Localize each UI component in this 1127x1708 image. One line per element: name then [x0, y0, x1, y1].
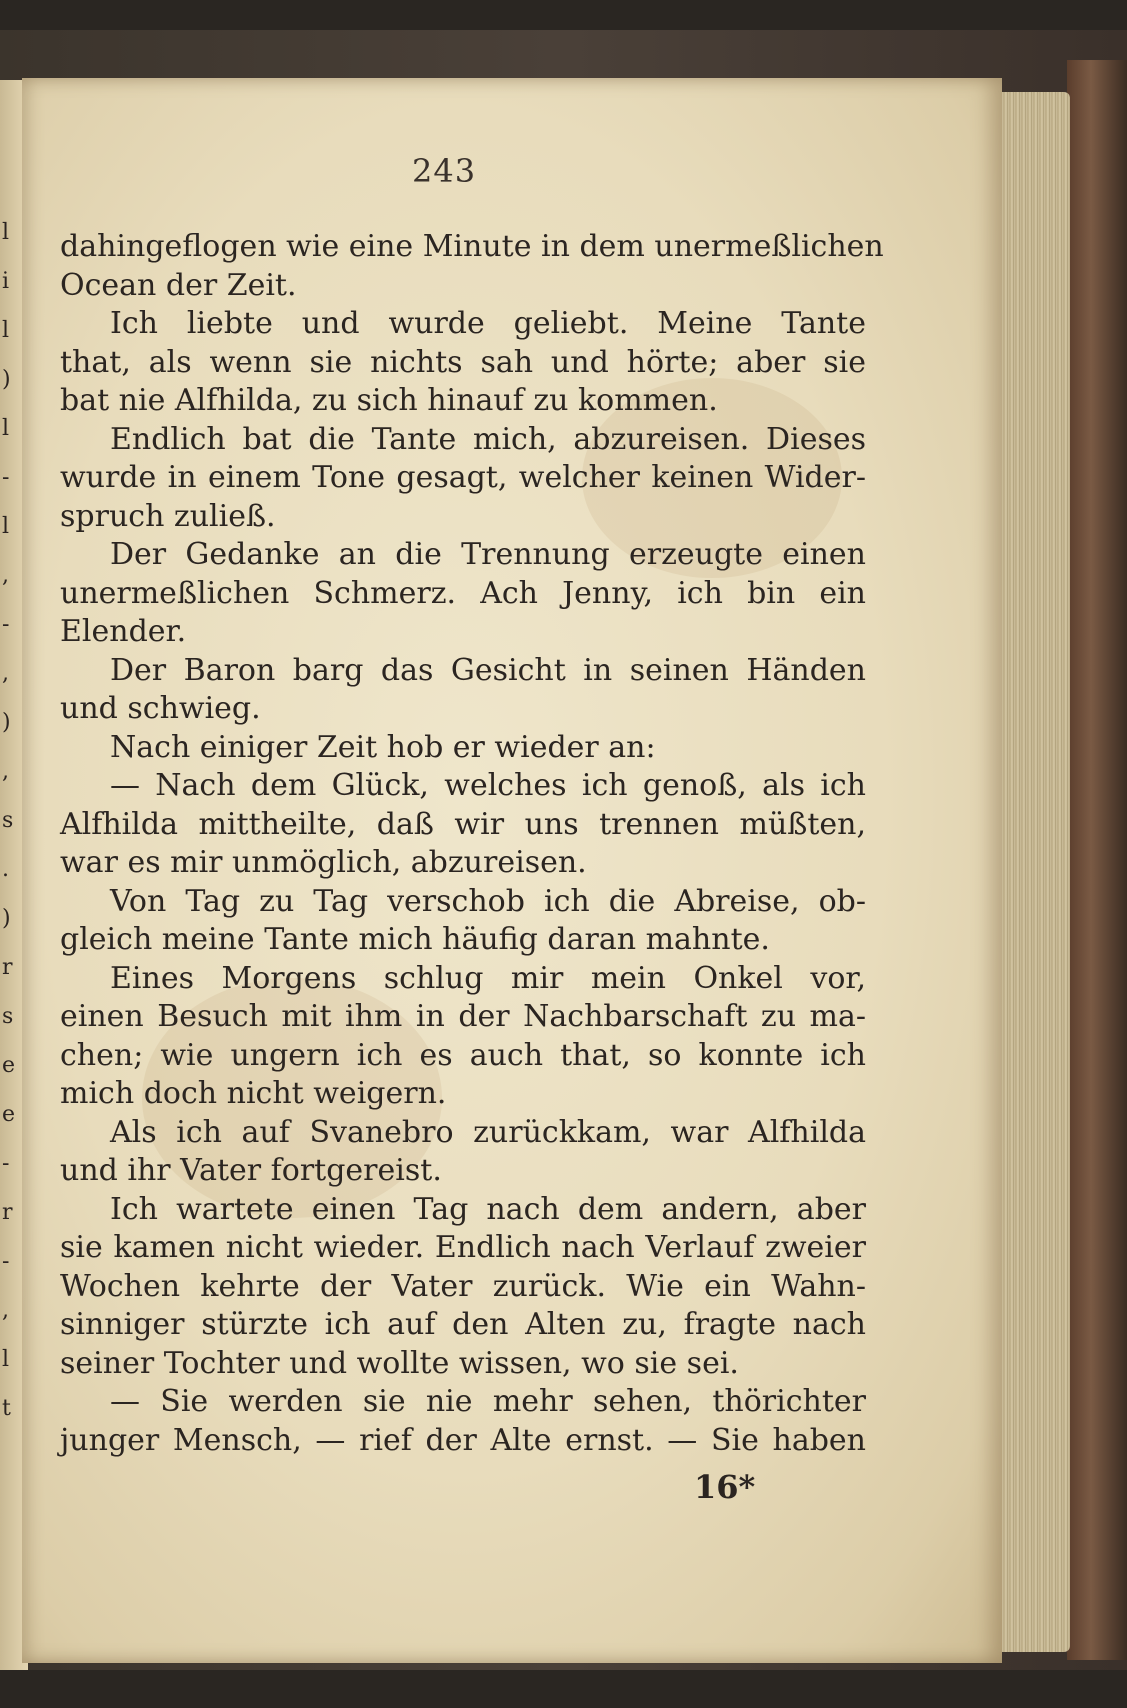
- facing-page-mark: -: [2, 1249, 10, 1274]
- facing-page-mark: t: [2, 1396, 11, 1421]
- facing-page-mark: e: [2, 1053, 16, 1078]
- text-line: Von Tag zu Tag verschob ich die Abreise, ob-: [110, 883, 866, 919]
- facing-page-mark: -: [2, 465, 10, 490]
- text-line: sie kamen nicht wieder. Endlich nach Verlauf zweier: [60, 1230, 866, 1265]
- text-line: Nach einiger Zeit hob er wieder an:: [110, 729, 656, 765]
- text-line: einen Besuch mit ihm in der Nachbarschaft zu ma-: [60, 999, 866, 1034]
- text-line: seiner Tochter und wollte wissen, wo sie sei.: [60, 1345, 739, 1381]
- text-line: — Sie werden sie nie mehr sehen, thörichter: [110, 1384, 866, 1419]
- text-line: Ocean der Zeit.: [60, 267, 297, 303]
- text-line: Endlich bat die Tante mich, abzureisen. Dieses: [110, 421, 866, 457]
- facing-page-mark: ): [2, 710, 11, 735]
- facing-page-mark: ,: [2, 661, 9, 686]
- text-line: Als ich auf Svanebro zurückkam, war Alfhilda: [110, 1114, 866, 1150]
- facing-page-mark: l: [2, 514, 10, 539]
- facing-page-mark: s: [2, 808, 14, 833]
- text-line: und ihr Vater fortgereist.: [60, 1153, 442, 1188]
- facing-page-mark: -: [2, 1151, 10, 1176]
- facing-page-mark: s: [2, 1004, 14, 1029]
- facing-page-mark: ): [2, 906, 11, 931]
- text-line: und schwieg.: [60, 691, 261, 726]
- facing-page-mark: l: [2, 220, 10, 245]
- book-spine: [1067, 60, 1127, 1660]
- text-line: sinniger stürzte ich auf den Alten zu, fragte nach: [60, 1307, 866, 1342]
- text-line: Ich wartete einen Tag nach dem andern, aber: [110, 1191, 866, 1227]
- text-line: — Nach dem Glück, welches ich genoß, als ich: [110, 768, 866, 803]
- text-line: mich doch nicht weigern.: [60, 1076, 447, 1111]
- text-line: junger Mensch, — rief der Alte ernst. — Sie haben: [60, 1422, 866, 1458]
- text-line: chen; wie ungern ich es auch that, so konnte ich: [60, 1037, 866, 1073]
- facing-page-mark: ): [2, 367, 11, 392]
- facing-page-mark: ,: [2, 563, 9, 588]
- text-line: Wochen kehrte der Vater zurück. Wie ein Wahn-: [60, 1268, 866, 1304]
- facing-page-mark: e: [2, 1102, 16, 1127]
- text-line: wurde in einem Tone gesagt, welcher keinen Wider-: [60, 460, 866, 495]
- text-line: Alfhilda mittheilte, daß wir uns trennen müßten,: [60, 806, 866, 842]
- facing-page-mark: ,: [2, 1298, 9, 1323]
- text-line: Der Gedanke an die Trennung erzeugte einen: [110, 537, 866, 572]
- facing-page-mark: .: [2, 857, 9, 882]
- text-line: that, als wenn sie nichts sah und hörte; aber sie: [60, 344, 866, 380]
- text-line: bat nie Alfhilda, zu sich hinauf zu kommen.: [60, 383, 718, 418]
- body-text: [60, 228, 884, 1460]
- facing-page-mark: l: [2, 1347, 10, 1372]
- facing-page-mark: r: [2, 955, 13, 980]
- text-line: war es mir unmöglich, abzureisen.: [60, 845, 587, 880]
- text-line: spruch zuließ.: [60, 498, 276, 534]
- page-edges: [990, 92, 1070, 1652]
- text-line: Elender.: [60, 614, 187, 649]
- text-line: dahingeflogen wie eine Minute in dem unermeßlichen: [60, 229, 884, 264]
- facing-page-mark: -: [2, 612, 10, 637]
- text-line: unermeßlichen Schmerz. Ach Jenny, ich bin ein: [60, 575, 866, 611]
- text-line: Ich liebte und wurde geliebt. Meine Tante: [110, 306, 866, 341]
- text-line: Der Baron barg das Gesicht in seinen Händen: [110, 652, 866, 688]
- page-number: 243: [412, 152, 477, 190]
- facing-page-mark: l: [2, 416, 10, 441]
- signature-mark: 16*: [694, 1468, 756, 1506]
- facing-page-mark: l: [2, 318, 10, 343]
- facing-page-mark: r: [2, 1200, 13, 1225]
- facing-page-mark: ,: [2, 759, 9, 784]
- text-line: gleich meine Tante mich häufig daran mahnte.: [60, 922, 770, 957]
- text-line: Eines Morgens schlug mir mein Onkel vor,: [110, 960, 866, 996]
- facing-page-mark: i: [2, 269, 10, 294]
